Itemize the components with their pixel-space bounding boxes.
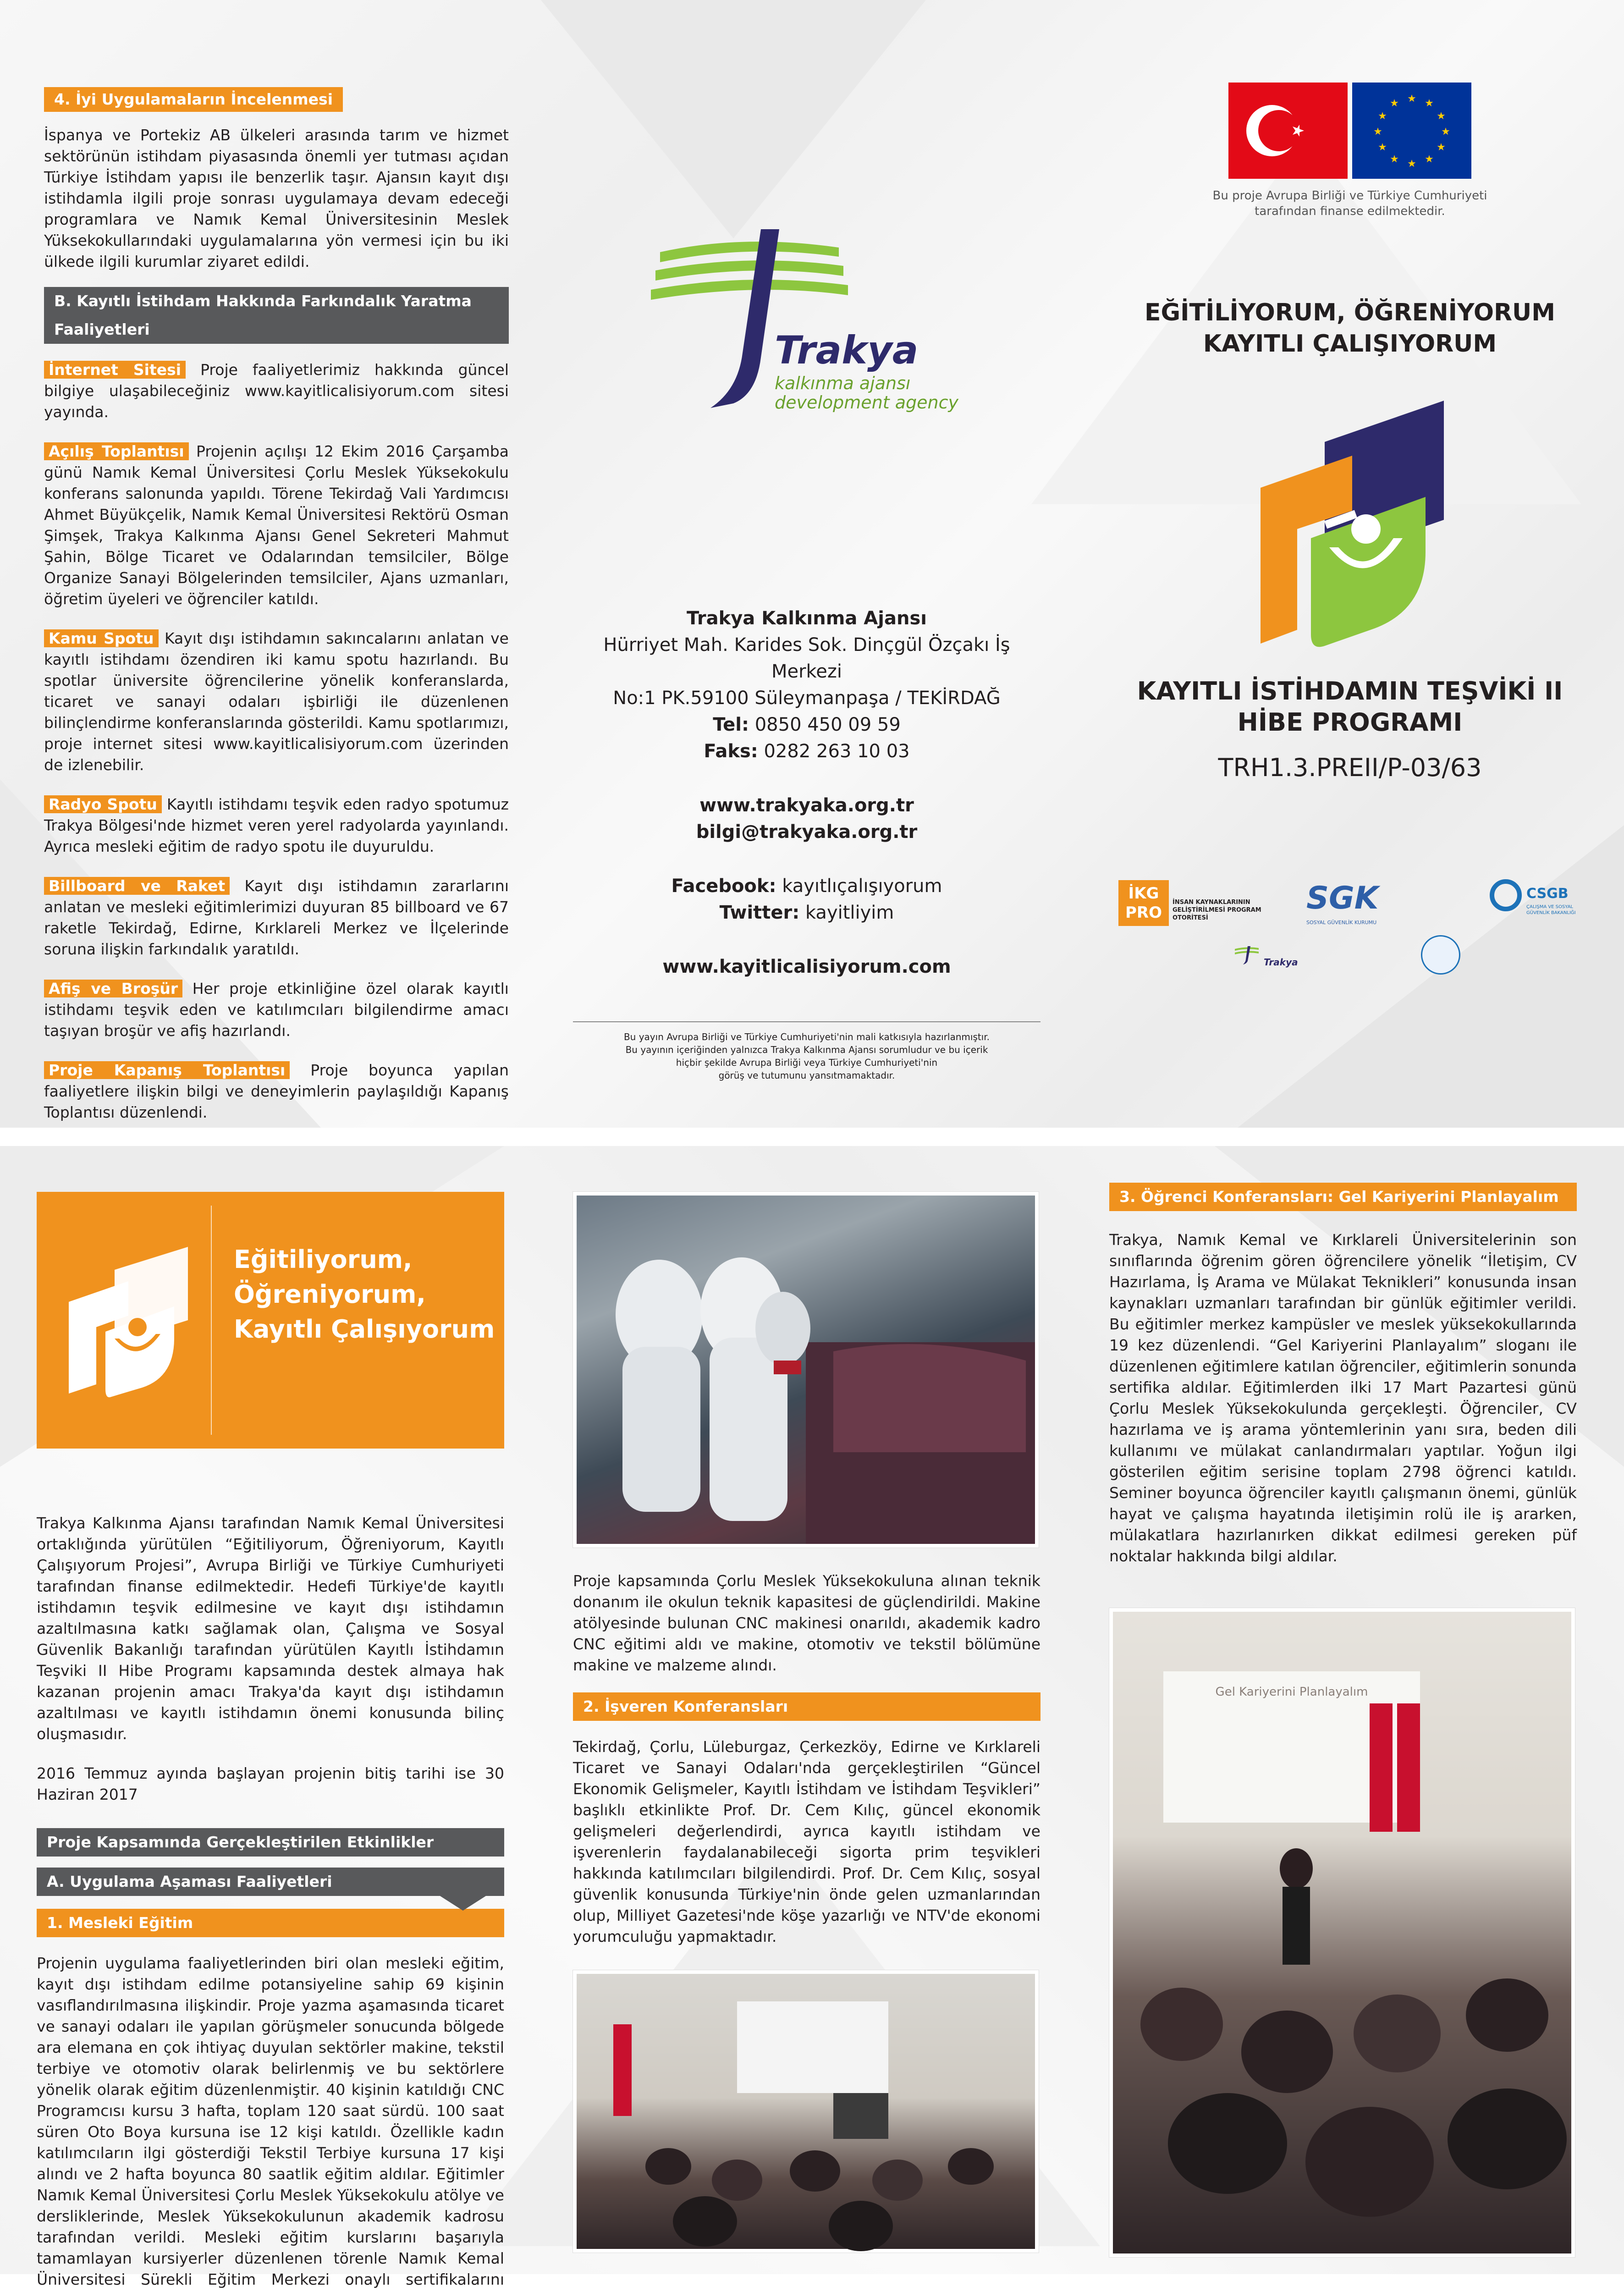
section-2-text: Tekirdağ, Çorlu, Lüleburgaz, Çerkezköy, Edirne ve Kırklareli Ticaret ve Sanayi Odaları'nda gerçekleştirilen “Güncel Ekonomik Gelişmeler, Kayıtlı İstihdam ve İstihdam Teşvikleri” başlıklı etkinlikte Prof. Dr. Cem Kılıç, güncel ekonomik gelişmeleri değerlendirdi, ayrıca kayıtlı istihdam ve işverenlerin faydalanabileceği sigorta prim teşvikleri hakkında katılımcıları bilgilendirdi. Prof. Dr. Cem Kılıç, sosyal güvenlik konusunda Türkiye'nin önde gelen uzmanlarından olup, Milliyet Gazetesi'nde köşe yazarlığı ve NTV'de ekonomi yorumculuğu yapmaktadır. xyxy=(573,1738,1040,1945)
program-title xyxy=(1118,676,1581,788)
disclaimer-line: Bu yayın Avrupa Birliği ve Türkiye Cumhuriyeti'nin mali katkısıyla hazırlanmıştır. xyxy=(623,1031,990,1042)
banner-emblem-icon xyxy=(60,1247,197,1398)
eu-flag-icon xyxy=(1352,83,1471,179)
section-4-title: 4. İyi Uygulamaların İncelenmesi xyxy=(44,87,343,112)
top-middle-panel xyxy=(573,220,1040,1082)
svg-text:★: ★ xyxy=(1441,126,1450,138)
activities-bar: Proje Kapsamında Gerçekleştirilen Etkinlikler xyxy=(37,1828,504,1857)
section-3-bar: 3. Öğrenci Konferansları: Gel Kariyerini Planlayalım xyxy=(1109,1183,1577,1211)
fax-value: 0282 263 10 03 xyxy=(764,741,910,762)
twitter xyxy=(573,899,1040,926)
ikg-logo: İKG PRO xyxy=(1118,880,1169,926)
email-link[interactable]: bilgi@trakyaka.org.tr xyxy=(696,821,918,843)
item-text: Kayıtlı istihdamı teşvik eden radyo spotumuz Trakya Bölgesi'nde hizmet veren yerel radyolarda yayınlandı. Ayrıca mesleki eğitim de radyo spotu ile duyuruldu. xyxy=(44,795,509,855)
facebook-value[interactable]: kayıtlıçalışıyorum xyxy=(782,876,942,897)
csgb-logo: CSGB xyxy=(1526,886,1569,902)
section-2-bar: 2. İşveren Konferansları xyxy=(573,1692,1040,1721)
org-name: Trakya Kalkınma Ajansı xyxy=(687,608,927,629)
project-emblem xyxy=(1118,401,1581,657)
decorative-triangle xyxy=(541,0,926,238)
item-acilis-toplantisi xyxy=(44,441,509,610)
item-text: Proje faaliyetlerimiz hakkında güncel bilgiye ulaşabileceğiniz www.kayitlicalisiyorum.com sitesi yayında. xyxy=(44,361,509,421)
top-right-panel xyxy=(1118,83,1581,999)
university-seal-icon xyxy=(1421,935,1460,975)
sgk-logo: SGK xyxy=(1306,880,1379,916)
intro-text: Trakya Kalkınma Ajansı tarafından Namık Kemal Üniversitesi ortaklığında yürütülen “Eğitiliyorum, Öğreniyorum, Kayıtlı Çalışıyorum Projesi”, Avrupa Birliği ve Türkiye Cumhuriyeti tarafından finanse edilmektedir. Hedefi Türkiye'de kayıtlı istihdamın teşvik edilmesine ve kayıt dışı istihdamın azaltılmasına katkı sağlamak olan, Çalışma ve Sosyal Güvenlik Bakanlığı tarafından yürütülen Kayıtlı İstihdamın Teşviki II Hibe Programı kapsamında destek almaya hak kazanan projenin amacı Trakya'da kayıt dışı istihdamın azaltılması ve kayıtlı istihdamın önemi konusunda bilinç oluşmasıdır. xyxy=(37,1514,504,1743)
logo-sub-tr: kalkınma ajansı xyxy=(775,373,911,393)
banner-line-1: Eğitiliyorum, xyxy=(234,1245,413,1274)
fax xyxy=(573,738,1040,765)
twitter-label: Twitter: xyxy=(719,902,800,923)
disclaimer-line: Bu yayının içeriğinden yalnızca Trakya Kalkınma Ajansı sorumludur ve bu içerik xyxy=(625,1044,988,1055)
svg-text:★: ★ xyxy=(1437,142,1446,153)
brochure-inner-side xyxy=(0,1146,1624,2288)
seminar-photo-illustration xyxy=(1113,1612,1571,2253)
bottom-middle-panel xyxy=(573,1192,1040,2253)
address-line-1: Hürriyet Mah. Karides Sok. Dinçgül Özçakı İş Merkezi xyxy=(603,634,1010,682)
brochure-outer-side xyxy=(0,0,1624,1128)
item-kamu-spotu xyxy=(44,628,509,776)
cover-title-line-2: KAYITLI ÇALIŞIYORUM xyxy=(1203,330,1497,358)
item-tag: Kamu Spotu xyxy=(44,629,159,647)
item-internet-sitesi xyxy=(44,359,509,423)
banner-divider xyxy=(211,1206,212,1435)
photo-caption: Proje kapsamında Çorlu Meslek Yüksekokuluna alınan teknik donanım ile okulun teknik kapasitesi de güçlendirildi. Makine atölyesinde bulunan CNC makinesi onarıldı, akademik kadro CNC eğitimi aldı ve makine, otomotiv ve tekstil bölümüne makine ve malzeme alındı. xyxy=(573,1572,1040,1674)
website-link[interactable]: www.trakyaka.org.tr xyxy=(699,795,914,816)
trakya-small-logo-name: Trakya xyxy=(1263,957,1298,968)
projection-screen: Gel Kariyerini Planlayalım xyxy=(1163,1671,1420,1823)
project-dates: 2016 Temmuz ayında başlayan projenin bitiş tarihi ise 30 Haziran 2017 xyxy=(37,1764,504,1803)
banner-line-3: Kayıtlı Çalışıyorum xyxy=(234,1315,495,1344)
item-text: Kayıt dışı istihdamın sakıncalarını anlatan ve kayıtlı istihdamı özendiren iki kamu spotu hazırlandı. Bu spotlar üniversite öğrencilerine yönelik konferanslarda, ticaret ve sanayi odaları işbirliği ile düzenlenen bilinçlendirme konferanslarında gösterildi. Kamu spotlarımızı, proje internet sitesi www.kayitlicalisiyorum.com üzerinden de izlenebilir. xyxy=(44,629,509,774)
phase-a-bar xyxy=(37,1868,504,1896)
partner-logos xyxy=(1118,880,1581,999)
facebook xyxy=(573,873,1040,899)
spray-paint-photo xyxy=(573,1192,1039,1548)
svg-text:★: ★ xyxy=(1437,110,1446,122)
svg-text:★: ★ xyxy=(1425,154,1434,165)
funding-line: Bu proje Avrupa Birliği ve Türkiye Cumhuriyeti xyxy=(1212,189,1487,203)
bottom-left-panel xyxy=(37,1192,504,2292)
funding-note xyxy=(1201,188,1499,219)
svg-text:★: ★ xyxy=(1378,110,1387,122)
section-4-text: İspanya ve Portekiz AB ülkeleri arasında tarım ve hizmet sektörünün istihdam piyasasında önemli yer tutması açıdan Türkiye İstihdam yapısı ile benzerlik taşır. Ajansın kayıt dışı istihdamla ilgili proje sonrası uygulamaya devam edeceği programlara ve Namık Kemal Üniversitesinin Meslek Yüksekokullarındaki uygulamalarına yön vermesi için bu iki ülkede ilgili kurumlar ziyaret edildi. xyxy=(44,126,509,270)
svg-text:★: ★ xyxy=(1373,126,1382,138)
logo-sub-en: development agency xyxy=(775,392,959,413)
disclaimer xyxy=(573,1021,1040,1082)
bottom-right-panel xyxy=(1109,1183,1577,2257)
section-3-text: Trakya, Namık Kemal ve Kırklareli Üniversitelerinin son sınıflarında öğrenim gören öğrencilere yönelik “İletişim, CV Hazırlama, İş Arama ve Mülakat Teknikleri” konusunda insan kaynakları uzmanları tarafından bir günlük eğitimler verildi. Bu eğitimler merkez kampüsler ve meslek yüksekokullarında 19 kez düzenlendi. “Gel Kariyerini Planlayalım” sloganı ile düzenlenen eğitimlere katılan öğrenciler, eğitimlerin sonunda sertifika aldılar. Eğitimlerden ilki 17 Mart Pazartesi günü Çorlu Meslek Yüksekokulunda gerçekleşti. Öğrenciler, CV hazırlama ve iş arama yöntemlerinin yanı sıra, beden dili kullanımı ve mülakat canlandırmaları yaptılar. Yoğun ilgi gösterilen eğitim serisine toplam 2798 öğrenci katıldı. Seminer boyunca öğrenciler kayıtlı çalışmanın önemi, günlük hayat ve çalışma hayatında iletişimin rolü ile iş ararken, mülakatlara hazırlanırken dikkat edilmesi gereken püf noktalar hakkında bilgi aldılar. xyxy=(1109,1231,1577,1565)
item-tag: İnternet Sitesi xyxy=(44,361,186,379)
facebook-label: Facebook: xyxy=(671,876,776,897)
logo-subtitle xyxy=(775,374,958,412)
trakya-logo xyxy=(573,220,1040,440)
disclaimer-line: görüş ve tutumunu yansıtmamaktadır. xyxy=(718,1070,895,1081)
svg-text:★: ★ xyxy=(1425,98,1434,109)
cover-title-line-1: EĞİTİLİYORUM, ÖĞRENİYORUM xyxy=(1144,299,1556,326)
seminar-photo xyxy=(1109,1608,1575,2257)
program-title-line-2: HİBE PROGRAMI xyxy=(1237,708,1463,737)
flags xyxy=(1118,83,1581,188)
item-radyo-spotu xyxy=(44,794,509,857)
phone xyxy=(573,711,1040,738)
item-billboard xyxy=(44,876,509,960)
funding-line: tarafından finanse edilmektedir. xyxy=(1255,204,1445,218)
sgk-logo-subtitle: SOSYAL GÜVENLİK KURUMU xyxy=(1306,920,1377,926)
banner-line-2: Öğreniyorum, xyxy=(234,1280,426,1309)
trakya-small-logo-icon xyxy=(1233,944,1261,965)
cover-title xyxy=(1118,297,1581,359)
bar-arrow-icon xyxy=(440,1896,486,1911)
trakya-small-logo xyxy=(1233,944,1298,968)
address-line-2: No:1 PK.59100 Süleymanpaşa / TEKİRDAĞ xyxy=(613,688,1001,709)
top-left-panel xyxy=(44,87,509,1123)
twitter-value[interactable]: kayitliyim xyxy=(805,902,894,923)
svg-text:★: ★ xyxy=(1378,142,1387,153)
program-code: TRH1.3.PREII/P-03/63 xyxy=(1218,753,1482,782)
spray-paint-photo-illustration xyxy=(577,1196,1035,1544)
section-1-text: Projenin uygulama faaliyetlerinden biri olan mesleki eğitim, kayıt dışı istihdam edilme potansiyeline sahip 69 kişinin vasıflandırılmasına ilişkindir. Proje yazma aşamasında ticaret ve sanayi odaları ile yapılan görüşmeler sonucunda bölgede ara elemana en çok ihtiyaç duyulan sektörler makine, tekstil terbiye ve otomotiv olarak belirlenmiş ve bu sektörlere yönelik olarak eğitim düzenlenmiştir. 40 kişinin katıldığı CNC Programcısı kursu 3 hafta, toplam 120 saat sürdü. 100 saat süren Oto Boya kursuna ise 12 kişi katıldı. Özellikle kadın katılımcıların ilgi gösterdiği Tekstil Terbiye kursuna 17 kişi alındı ve 2 hafta boyunca 80 saatlik eğitim aldılar. Eğitimler Namık Kemal Üniversitesi Çorlu Meslek Yüksekokulu atölye ve dersliklerinde, Meslek Yüksekokulunun akademik kadrosu tarafından verildi. Mesleki eğitim kurslarını başarıyla tamamlayan kursiyerler düzenlenen törenle Namık Kemal Üniversitesi Sürekli Eğitim Merkezi onaylı sertifikalarını xyxy=(37,1954,504,2288)
svg-text:★: ★ xyxy=(1407,158,1416,170)
logo-name: Trakya xyxy=(775,328,919,373)
item-tag: Radyo Spotu xyxy=(44,795,162,813)
svg-text:★: ★ xyxy=(1390,154,1399,165)
item-text: Kayıt dışı istihdamın zararlarını anlatan ve mesleki eğitimlerimizi duyuran 85 billboard ve 67 raketle Tekirdağ, Edirne, Kırklareli Merkez ve İlçelerinde soruna ilişkin farkındalık yaratıldı. xyxy=(44,877,509,958)
item-kapanis xyxy=(44,1060,509,1123)
conference-photo-illustration xyxy=(577,1974,1035,2249)
phase-a-title: A. Uygulama Aşaması Faaliyetleri xyxy=(47,1873,332,1890)
item-tag: Açılış Toplantısı xyxy=(44,442,189,460)
project-site-link[interactable]: www.kayitlicalisiyorum.com xyxy=(662,956,951,977)
disclaimer-line: hiçbir şekilde Avrupa Birliği veya Türkiye Cumhuriyeti'nin xyxy=(676,1057,938,1068)
banner-title xyxy=(234,1242,495,1347)
phone-value: 0850 450 09 59 xyxy=(754,714,901,735)
program-title-line-1: KAYITLI İSTİHDAMIN TEŞVİKİ II xyxy=(1137,677,1563,705)
fax-label: Faks: xyxy=(704,741,758,762)
csgb-logo-subtitle: ÇALIŞMA VE SOSYAL GÜVENLİK BAKANLIĞI xyxy=(1526,904,1576,915)
item-tag: Afiş ve Broşür xyxy=(44,980,182,997)
project-emblem-icon xyxy=(1233,401,1471,648)
csgb-logo-icon xyxy=(1490,879,1522,911)
phone-label: Tel: xyxy=(713,714,749,735)
ikg-logo-subtitle: İNSAN KAYNAKLARININ GELİŞTİRİLMESİ PROGRAM OTORİTESİ xyxy=(1173,899,1261,921)
item-text: Projenin açılışı 12 Ekim 2016 Çarşamba günü Namık Kemal Üniversitesi Çorlu Meslek Yüksekokulu konferans salonunda yapıldı. Törene Tekirdağ Vali Yardımcısı Ahmet Büyükçelik, Namık Kemal Üniversitesi Rektörü Osman Şimşek, Trakya Kalkınma Ajansı Genel Sekreteri Mahmut Şahin, Bölge Ticaret ve Odalarından temsilciler, Bölge Organize Sanayi Bölgelerinden temsilciler, Ajans uzmanları, öğretim üyeleri ve öğrenciler katıldı. xyxy=(44,442,509,608)
section-1-bar: 1. Mesleki Eğitim xyxy=(37,1909,504,1937)
turkey-flag-icon xyxy=(1228,83,1348,179)
conference-photo xyxy=(573,1970,1039,2253)
item-text: Her proje etkinliğine özel olarak kayıtlı istihdamı teşvik eden ve katılımcıları bilgilendirme amacı taşıyan broşür ve afiş hazırlandı. xyxy=(44,980,509,1040)
section-b-title: B. Kayıtlı İstihdam Hakkında Farkındalık Yaratma Faaliyetleri xyxy=(44,287,509,344)
item-afis-brosur xyxy=(44,978,509,1041)
svg-text:★: ★ xyxy=(1390,98,1399,109)
item-tag: Proje Kapanış Toplantısı xyxy=(44,1061,290,1079)
contact-block xyxy=(573,605,1040,980)
hero-banner xyxy=(37,1192,504,1449)
svg-text:★: ★ xyxy=(1407,93,1416,105)
item-tag: Billboard ve Raket xyxy=(44,877,230,895)
item-text: Proje boyunca yapılan faaliyetlere ilişkin bilgi ve deneyimlerin paylaşıldığı Kapanış Toplantısı düzenlendi. xyxy=(44,1061,509,1121)
